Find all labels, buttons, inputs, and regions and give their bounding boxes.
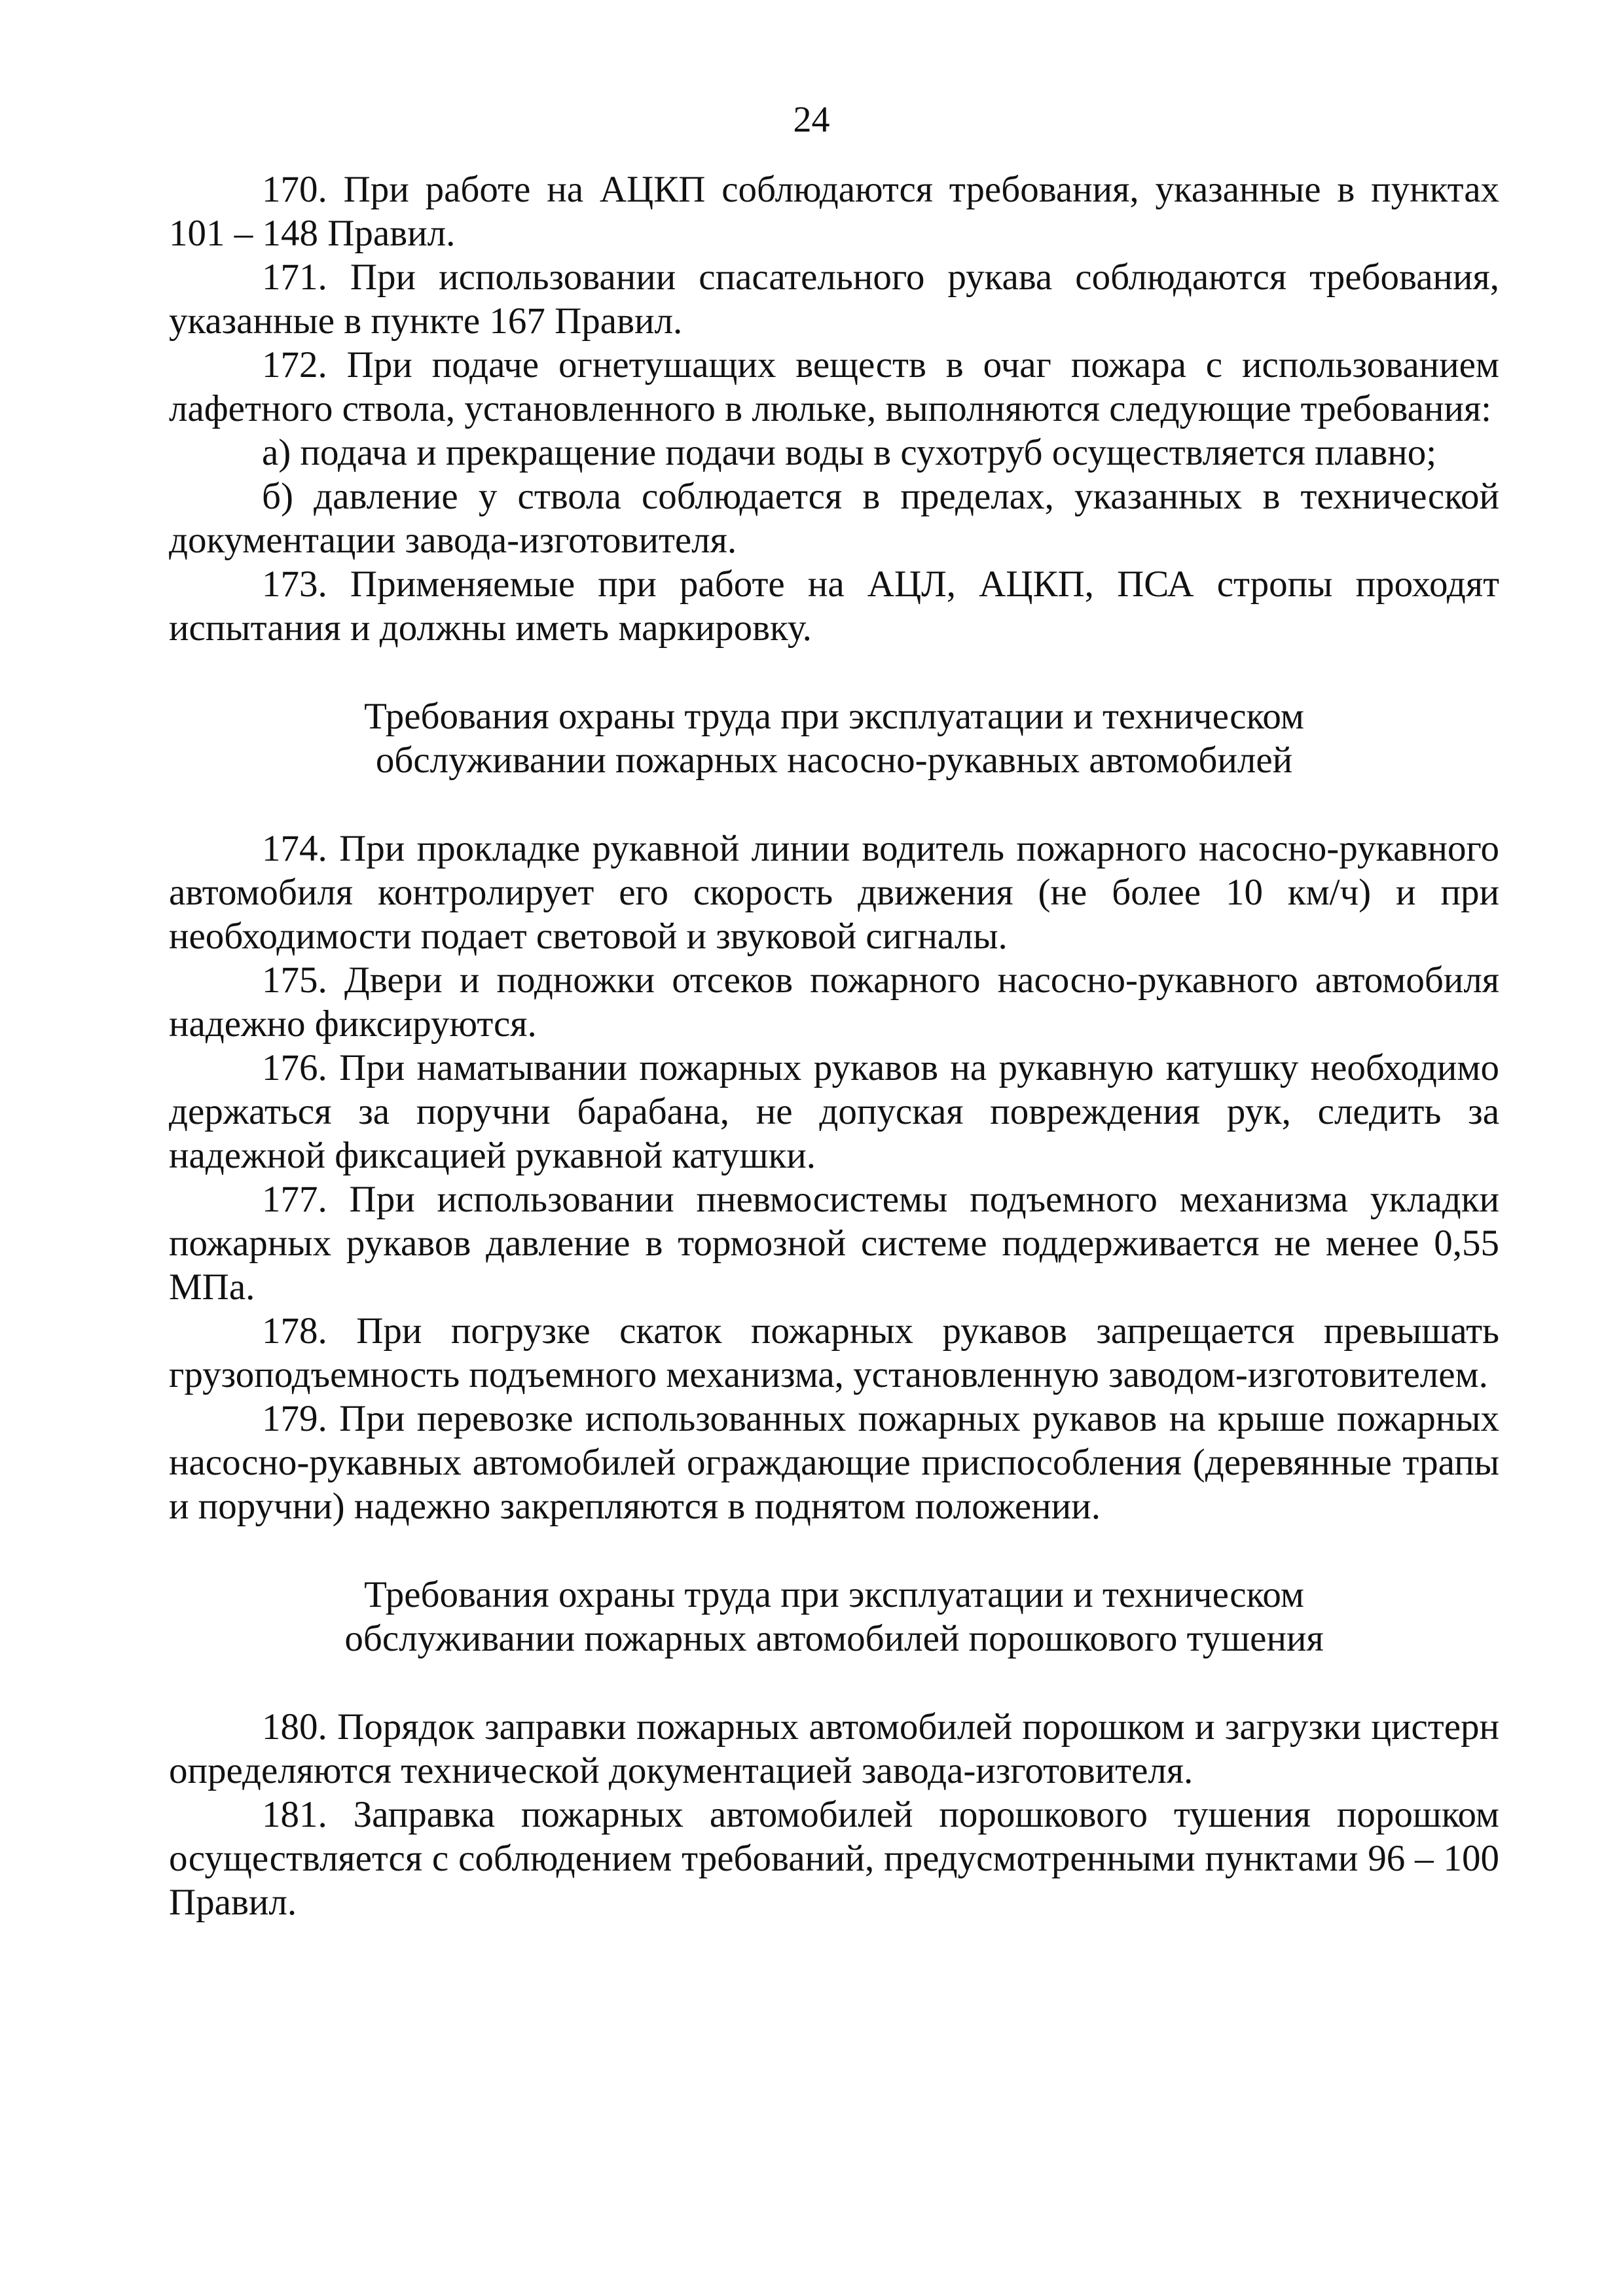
document-body xyxy=(169,168,1499,1924)
paragraph-181: 181. Заправка пожарных автомобилей порошкового тушения порошком осуществляется с соблюдением требований, предусмотренными пунктами 96 – 100 Правил. xyxy=(169,1794,1499,1923)
paragraph-172-item-b: б) давление у ствола соблюдается в пределах, указанных в технической документации завода-изготовителя. xyxy=(169,476,1499,561)
paragraph-174: 174. При прокладке рукавной линии водитель пожарного насосно-рукавного автомобиля контролирует его скорость движения (не более 10 км/ч) и при необходимости подает световой и звуковой сигналы. xyxy=(169,828,1499,957)
paragraph-180: 180. Порядок заправки пожарных автомобилей порошком и загрузки цистерн определяются технической документацией завода-изготовителя. xyxy=(169,1706,1499,1791)
paragraph-171: 171. При использовании спасательного рукава соблюдаются требования, указанные в пункте 167 Правил. xyxy=(169,257,1499,342)
paragraph-178: 178. При погрузке скаток пожарных рукавов запрещается превышать грузоподъемность подъемного механизма, установленную заводом-изготовителем. xyxy=(169,1310,1499,1395)
page-number: 24 xyxy=(793,99,830,140)
paragraph-176: 176. При наматывании пожарных рукавов на рукавную катушку необходимо держаться за поручни барабана, не допуская повреждения рук, следить за надежной фиксацией рукавной катушки. xyxy=(169,1047,1499,1176)
section-heading-line: обслуживании пожарных автомобилей порошкового тушения xyxy=(344,1618,1324,1659)
section-heading-line: Требования охраны труда при эксплуатации и техническом xyxy=(364,696,1304,737)
section-heading-powder-vehicles xyxy=(169,1573,1499,1660)
paragraph-177: 177. При использовании пневмосистемы подъемного механизма укладки пожарных рукавов давление в тормозной системе поддерживается не менее 0,55 МПа. xyxy=(169,1179,1499,1308)
section-heading-line: Требования охраны труда при эксплуатации и техническом xyxy=(364,1574,1304,1615)
paragraph-175: 175. Двери и подножки отсеков пожарного насосно-рукавного автомобиля надежно фиксируются. xyxy=(169,960,1499,1045)
section-heading-line: обслуживании пожарных насосно-рукавных автомобилей xyxy=(375,740,1293,781)
paragraph-173: 173. Применяемые при работе на АЦЛ, АЦКП, ПСА стропы проходят испытания и должны иметь маркировку. xyxy=(169,564,1499,649)
paragraph-172: 172. При подаче огнетушащих веществ в очаг пожара с использованием лафетного ствола, установленного в люльке, выполняются следующие требования: xyxy=(169,344,1499,429)
section-heading-hose-vehicles xyxy=(169,694,1499,782)
paragraph-172-item-a: а) подача и прекращение подачи воды в сухотруб осуществляется плавно; xyxy=(262,432,1437,473)
paragraph-170: 170. При работе на АЦКП соблюдаются требования, указанные в пунктах 101 – 148 Правил. xyxy=(169,169,1499,254)
paragraph-179: 179. При перевозке использованных пожарных рукавов на крыше пожарных насосно-рукавных автомобилей ограждающие приспособления (деревянные трапы и поручни) надежно закрепляются в поднятом положении. xyxy=(169,1398,1499,1527)
